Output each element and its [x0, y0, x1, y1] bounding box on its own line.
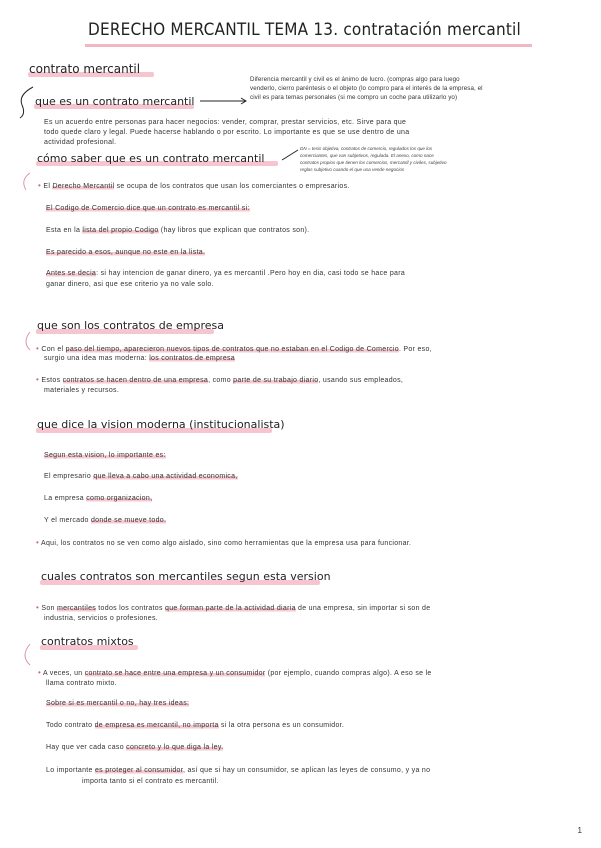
- como-saber-line-2: El Codigo de Comercio dice que un contrato es mercantil si:: [46, 205, 250, 212]
- que-es-line-2: todo quede claro y legal. Puede hacerse hablando o por escrito. Lo importante es que se use dentro de una: [44, 129, 410, 136]
- que-es-line-1: Es un acuerdo entre personas para hacer negocios: vender, comprar, prestar servicios, etc. Sirve para que: [44, 119, 407, 126]
- bullet-icon: •: [36, 538, 40, 547]
- bullet-icon: •: [36, 603, 40, 612]
- tiny-note-3: contratos propios que tienen los comercios, mercantil y civiles, subjetivo: [300, 160, 447, 165]
- bullet-icon: •: [38, 668, 42, 677]
- bullet-icon: •: [36, 375, 40, 384]
- vision-line-1: Segun esta vision, lo importante es:: [44, 452, 166, 459]
- heading-vision-moderna: que dice la vision moderna (institucionalista): [37, 418, 285, 431]
- note-lucro-2: venderlo, cierro paréntesis o el objeto (lo compro para el interés de la empresa, el: [250, 85, 483, 92]
- empresa-line-2: surgio una idea mas moderna: los contratos de empresa: [44, 355, 235, 362]
- heading-que-es: que es un contrato mercantil: [35, 95, 195, 108]
- mixtos-line-3: Sobre si es mercantil o no, hay tres ideas:: [46, 700, 190, 707]
- como-saber-line-1: • El Derecho Mercantil se ocupa de los contratos que usan los comerciantes o empresarios.: [38, 181, 350, 190]
- mixtos-line-1: • A veces, un contrato se hace entre una empresa y un consumidor (por ejemplo, cuando compras algo). A eso se le: [38, 668, 432, 677]
- mixtos-line-2: llama contrato mixto.: [46, 680, 117, 687]
- bullet-icon: •: [36, 344, 40, 353]
- vision-line-4: Y el mercado donde se mueve todo.: [44, 517, 167, 524]
- mixtos-line-7: importa tanto si el contrato es mercantil.: [82, 778, 219, 785]
- cuales-line-2: industria, servicios o profesiones.: [44, 615, 158, 622]
- heading-contrato-mercantil: contrato mercantil: [29, 62, 141, 76]
- como-saber-line-5: Antes se decia: si hay intencion de ganar dinero, ya es mercantil .Pero hoy en dia, casi todo se hace para: [46, 270, 406, 277]
- heading-como-saber: cómo saber que es un contrato mercantil: [37, 152, 265, 165]
- tiny-note-2: comerciantes, que van subjetivos, regulada. El anexo, como nace: [300, 153, 434, 158]
- heading-contratos-empresa: que son los contratos de empresa: [37, 319, 224, 332]
- bullet-icon: •: [38, 181, 42, 190]
- heading-cuales-contratos: cuales contratos son mercantiles segun esta version: [41, 570, 331, 583]
- vision-line-5: • Aqui, los contratos no se ven como algo aislado, sino como herramientas que la empresa usa para funcionar.: [36, 538, 412, 547]
- como-saber-line-3: Esta en la lista del propio Codigo (hay libros que explican que contratos son).: [46, 227, 310, 234]
- heading-contratos-mixtos: contratos mixtos: [41, 635, 134, 648]
- empresa-line-1: • Con el paso del tiempo, aparecieron nuevos tipos de contratos que no estaban en el Codigo de Comercio. Por eso,: [36, 344, 432, 353]
- tiny-note-4: reglas subjetivo cuando el que usa vende negocios: [300, 167, 405, 172]
- empresa-line-4: materiales y recursos.: [44, 387, 120, 394]
- tiny-note-1: DN = tesis objetiva, contratos de comercio, regulados los que los: [300, 146, 433, 151]
- note-lucro-1: Diferencia mercantil y civil es el ánimo de lucro. (compras algo para luego: [250, 76, 460, 83]
- page-number: 1: [577, 826, 582, 835]
- vision-line-3: La empresa como organizacion,: [44, 495, 153, 502]
- empresa-line-3: • Estos contratos se hacen dentro de una empresa, como parte de su trabajo diario, usando sus empleados,: [36, 375, 404, 384]
- que-es-line-3: actividad profesional.: [44, 139, 117, 146]
- vision-line-2: El empresario que lleva a cabo una actividad economica,: [44, 473, 238, 480]
- title-underline: [85, 44, 532, 47]
- cuales-line-1: • Son mercantiles todos los contratos que forman parte de la actividad diaria de una empresa, sin importar si son de: [36, 603, 431, 612]
- mixtos-line-6: Lo importante es proteger al consumidor, así que si hay un consumidor, se aplican las leyes de consumo, y ya no: [46, 767, 431, 774]
- page-title: DERECHO MERCANTIL TEMA 13. contratación mercantil: [88, 20, 521, 40]
- como-saber-line-4: Es parecido a esos, aunque no este en la lista.: [46, 249, 206, 256]
- note-lucro-3: civil es para temas personales (si me compro un coche para utilizarlo yo): [250, 94, 458, 101]
- mixtos-line-4: Todo contrato de empresa es mercantil, no importa si la otra persona es un consumidor.: [46, 722, 345, 729]
- como-saber-line-6: ganar dinero, asi que ese criterio ya no vale solo.: [46, 281, 214, 288]
- mixtos-line-5: Hay que ver cada caso concreto y lo que diga la ley.: [46, 744, 224, 751]
